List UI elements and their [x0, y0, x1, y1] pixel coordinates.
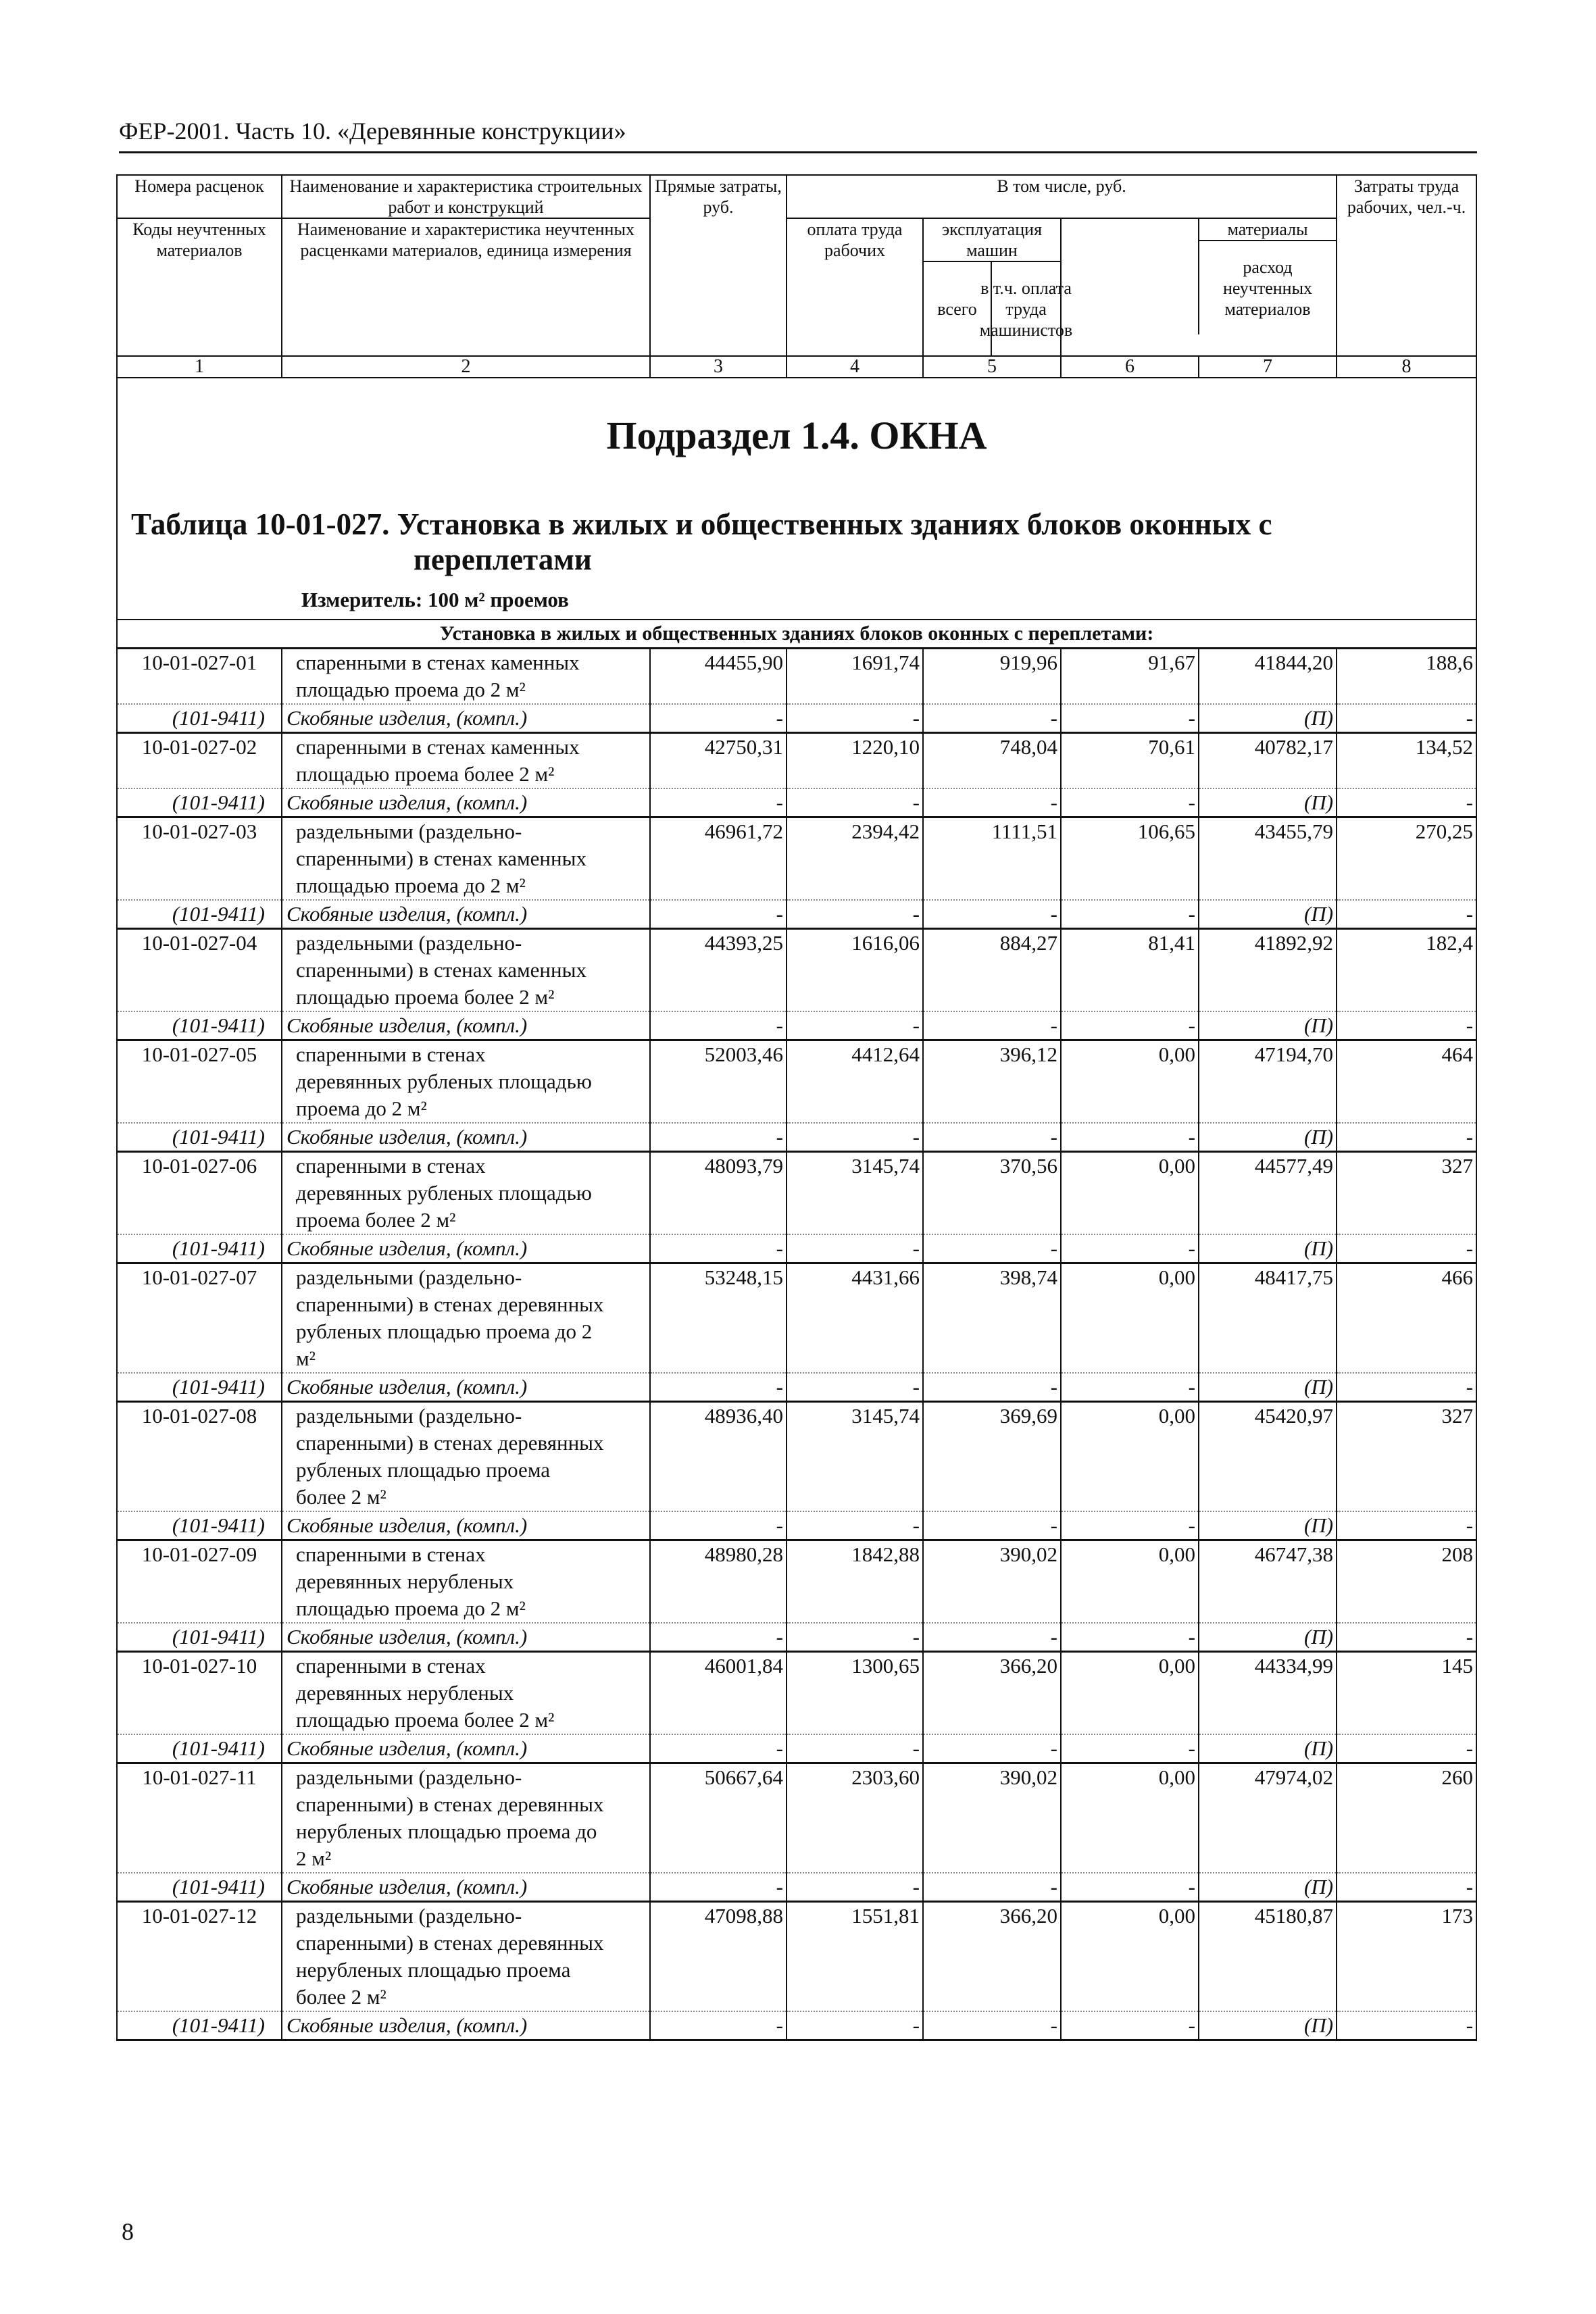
row-labor-hours: 173: [1337, 1902, 1476, 2012]
material-machines: -: [923, 1511, 1061, 1540]
material-operators: -: [1061, 1373, 1199, 1402]
table-row: [117, 1652, 1476, 1735]
row-labor-pay: 1300,65: [787, 1652, 923, 1735]
material-value: (П): [1199, 1511, 1337, 1540]
material-value: (П): [1199, 900, 1337, 929]
material-machines: -: [923, 788, 1061, 818]
material-name: Скобяные изделия, (компл.): [282, 1234, 650, 1263]
row-direct-cost: 52003,46: [650, 1040, 787, 1124]
row-labor-hours: 182,4: [1337, 929, 1476, 1012]
material-operators: -: [1061, 1873, 1199, 1902]
table-title: [131, 507, 1476, 577]
col-name-bottom: Наименование и характеристика неучтенных расценками материалов, единица измерения: [282, 218, 650, 356]
row-code: 10-01-027-06: [117, 1152, 282, 1235]
material-row: [117, 1234, 1476, 1263]
row-labor-hours: 327: [1337, 1152, 1476, 1235]
material-hours: -: [1337, 1734, 1476, 1763]
material-hours: -: [1337, 1234, 1476, 1263]
material-labor: -: [787, 1873, 923, 1902]
row-machines-operators: 0,00: [1061, 1263, 1199, 1374]
row-machines-operators: 0,00: [1061, 1152, 1199, 1235]
row-description-line: спаренными в стенах каменных: [296, 735, 580, 759]
material-direct: -: [650, 1373, 787, 1402]
row-description-line: спаренными) в стенах деревянных: [296, 1292, 604, 1316]
row-description-line: деревянных рубленых площадью: [296, 1181, 592, 1205]
material-value: (П): [1199, 2011, 1337, 2040]
material-direct: -: [650, 1123, 787, 1152]
row-description-line: проема более 2 м²: [296, 1208, 456, 1232]
material-labor: -: [787, 1234, 923, 1263]
row-labor-pay: 3145,74: [787, 1152, 923, 1235]
material-code: (101-9411): [117, 1123, 282, 1152]
row-labor-hours: 134,52: [1337, 733, 1476, 789]
material-name: Скобяные изделия, (компл.): [282, 1011, 650, 1040]
row-description-line: спаренными) в стенах деревянных: [296, 1431, 604, 1455]
col-machines-total: всего: [924, 262, 992, 355]
material-machines: -: [923, 1873, 1061, 1902]
material-row: [117, 1011, 1476, 1040]
material-labor: -: [787, 2011, 923, 2040]
material-direct: -: [650, 1623, 787, 1652]
material-direct: -: [650, 1011, 787, 1040]
row-labor-hours: 327: [1337, 1402, 1476, 1512]
row-description: [282, 1763, 650, 1873]
row-description-line: 2 м²: [296, 1846, 332, 1870]
material-row: [117, 1511, 1476, 1540]
row-description-line: рубленых площадью проема: [296, 1458, 550, 1482]
running-header: ФЕР-2001. Часть 10. «Деревянные конструкции»: [119, 116, 1477, 153]
row-direct-cost: 46001,84: [650, 1652, 787, 1735]
row-machines-total: 370,56: [923, 1152, 1061, 1235]
material-direct: -: [650, 1234, 787, 1263]
row-description-line: деревянных нерубленых: [296, 1681, 514, 1705]
row-description-line: площадью проема до 2 м²: [296, 678, 526, 701]
row-description-line: рубленых площадью проема до 2: [296, 1319, 593, 1343]
table-row: [117, 929, 1476, 1012]
title-cell: [117, 378, 1476, 620]
row-labor-pay: 1551,81: [787, 1902, 923, 2012]
material-operators: -: [1061, 1011, 1199, 1040]
material-labor: -: [787, 1011, 923, 1040]
row-labor-pay: 4431,66: [787, 1263, 923, 1374]
material-labor: -: [787, 1734, 923, 1763]
row-materials: 48417,75: [1199, 1263, 1337, 1374]
row-machines-operators: 0,00: [1061, 1652, 1199, 1735]
row-materials: 40782,17: [1199, 733, 1337, 789]
row-description-line: спаренными) в стенах деревянных: [296, 1931, 604, 1955]
material-name: Скобяные изделия, (компл.): [282, 2011, 650, 2040]
row-machines-total: 390,02: [923, 1763, 1061, 1873]
material-name: Скобяные изделия, (компл.): [282, 704, 650, 733]
material-machines: -: [923, 1123, 1061, 1152]
column-numbers-row: [117, 356, 1476, 378]
row-labor-hours: 260: [1337, 1763, 1476, 1873]
row-description: [282, 649, 650, 705]
column-number: 4: [787, 356, 923, 378]
row-machines-operators: 0,00: [1061, 1902, 1199, 2012]
material-hours: -: [1337, 704, 1476, 733]
table-row: [117, 1402, 1476, 1512]
row-materials: 46747,38: [1199, 1540, 1337, 1624]
material-value: (П): [1199, 1734, 1337, 1763]
row-description-line: площадью проема до 2 м²: [296, 1596, 526, 1620]
row-machines-operators: 0,00: [1061, 1540, 1199, 1624]
row-machines-operators: 70,61: [1061, 733, 1199, 789]
material-hours: -: [1337, 1511, 1476, 1540]
material-name: Скобяные изделия, (компл.): [282, 788, 650, 818]
row-machines-total: 398,74: [923, 1263, 1061, 1374]
table-row: [117, 1902, 1476, 2012]
material-value: (П): [1199, 1123, 1337, 1152]
table-body: [117, 649, 1476, 2040]
row-materials: 45180,87: [1199, 1902, 1337, 2012]
material-operators: -: [1061, 2011, 1199, 2040]
row-materials: 44577,49: [1199, 1152, 1337, 1235]
row-labor-pay: 2303,60: [787, 1763, 923, 1873]
material-name: Скобяные изделия, (компл.): [282, 1123, 650, 1152]
row-materials: 41844,20: [1199, 649, 1337, 705]
col-labor-pay: оплата труда рабочих: [787, 218, 923, 356]
row-direct-cost: 46961,72: [650, 818, 787, 901]
row-description-line: проема до 2 м²: [296, 1097, 427, 1120]
material-direct: -: [650, 1511, 787, 1540]
table-row: [117, 1040, 1476, 1124]
col-code-top: Номера расценок: [117, 175, 282, 218]
row-labor-hours: 145: [1337, 1652, 1476, 1735]
material-code: (101-9411): [117, 1234, 282, 1263]
row-labor-hours: 464: [1337, 1040, 1476, 1124]
row-description-line: спаренными) в стенах деревянных: [296, 1792, 604, 1816]
material-row: [117, 1623, 1476, 1652]
row-description-line: м²: [296, 1347, 316, 1370]
table-row: [117, 649, 1476, 705]
material-labor: -: [787, 900, 923, 929]
material-name: Скобяные изделия, (компл.): [282, 1511, 650, 1540]
row-direct-cost: 47098,88: [650, 1902, 787, 2012]
row-labor-hours: 270,25: [1337, 818, 1476, 901]
material-row: [117, 1373, 1476, 1402]
row-description: [282, 1540, 650, 1624]
material-name: Скобяные изделия, (компл.): [282, 1373, 650, 1402]
row-description-line: спаренными в стенах: [296, 1154, 486, 1178]
material-operators: -: [1061, 1123, 1199, 1152]
col-name-top: Наименование и характеристика строительных работ и конструкций: [282, 175, 650, 218]
material-value: (П): [1199, 1234, 1337, 1263]
material-code: (101-9411): [117, 788, 282, 818]
row-labor-pay: 2394,42: [787, 818, 923, 901]
column-number: 7: [1199, 356, 1337, 378]
row-machines-operators: 0,00: [1061, 1763, 1199, 1873]
row-direct-cost: 48936,40: [650, 1402, 787, 1512]
row-machines-operators: 81,41: [1061, 929, 1199, 1012]
col-machines-group: [923, 218, 1073, 356]
row-labor-pay: 1691,74: [787, 649, 923, 705]
material-name: Скобяные изделия, (компл.): [282, 1623, 650, 1652]
row-direct-cost: 44393,25: [650, 929, 787, 1012]
table-row: [117, 733, 1476, 789]
row-description-line: раздельными (раздельно-: [296, 1904, 522, 1928]
row-description-line: площадью проема более 2 м²: [296, 1708, 555, 1732]
row-code: 10-01-027-12: [117, 1902, 282, 2012]
material-row: [117, 1734, 1476, 1763]
row-labor-hours: 208: [1337, 1540, 1476, 1624]
material-code: (101-9411): [117, 1373, 282, 1402]
row-direct-cost: 42750,31: [650, 733, 787, 789]
row-description-line: более 2 м²: [296, 1985, 386, 2009]
material-row: [117, 1873, 1476, 1902]
row-code: 10-01-027-08: [117, 1402, 282, 1512]
material-hours: -: [1337, 1623, 1476, 1652]
material-direct: -: [650, 2011, 787, 2040]
row-description-line: площадью проема более 2 м²: [296, 762, 555, 786]
row-machines-total: 884,27: [923, 929, 1061, 1012]
row-machines-total: 390,02: [923, 1540, 1061, 1624]
row-materials: 41892,92: [1199, 929, 1337, 1012]
row-description-line: деревянных рубленых площадью: [296, 1070, 592, 1093]
table-row: [117, 1263, 1476, 1374]
row-description-line: раздельными (раздельно-: [296, 1265, 522, 1289]
material-machines: -: [923, 1011, 1061, 1040]
material-row: [117, 2011, 1476, 2040]
table-title-line-2: переплетами: [414, 543, 592, 576]
row-description-line: нерубленых площадью проема до: [296, 1819, 597, 1843]
material-name: Скобяные изделия, (компл.): [282, 900, 650, 929]
row-description-line: площадью проема более 2 м²: [296, 985, 555, 1009]
column-number: 6: [1061, 356, 1199, 378]
material-operators: -: [1061, 1734, 1199, 1763]
material-machines: -: [923, 900, 1061, 929]
row-labor-pay: 3145,74: [787, 1402, 923, 1512]
material-value: (П): [1199, 704, 1337, 733]
row-machines-total: 396,12: [923, 1040, 1061, 1124]
col-materials-group: [1061, 218, 1337, 356]
material-machines: -: [923, 1623, 1061, 1652]
material-code: (101-9411): [117, 704, 282, 733]
material-row: [117, 704, 1476, 733]
row-machines-operators: 106,65: [1061, 818, 1199, 901]
row-direct-cost: 50667,64: [650, 1763, 787, 1873]
row-description-line: раздельными (раздельно-: [296, 820, 522, 843]
material-value: (П): [1199, 1873, 1337, 1902]
material-value: (П): [1199, 1623, 1337, 1652]
material-name: Скобяные изделия, (компл.): [282, 1734, 650, 1763]
row-description-line: спаренными в стенах каменных: [296, 651, 580, 674]
row-code: 10-01-027-05: [117, 1040, 282, 1124]
row-description: [282, 1902, 650, 2012]
material-hours: -: [1337, 2011, 1476, 2040]
material-hours: -: [1337, 1123, 1476, 1152]
row-description-line: площадью проема до 2 м²: [296, 874, 526, 897]
row-code: 10-01-027-01: [117, 649, 282, 705]
row-code: 10-01-027-04: [117, 929, 282, 1012]
column-number: 3: [650, 356, 787, 378]
row-description: [282, 1402, 650, 1512]
row-description-line: раздельными (раздельно-: [296, 931, 522, 955]
material-operators: -: [1061, 1623, 1199, 1652]
row-labor-pay: 1616,06: [787, 929, 923, 1012]
column-number: 1: [117, 356, 282, 378]
row-description-line: раздельными (раздельно-: [296, 1404, 522, 1428]
material-code: (101-9411): [117, 1623, 282, 1652]
row-description: [282, 1263, 650, 1374]
row-labor-hours: 188,6: [1337, 649, 1476, 705]
table-row: [117, 1540, 1476, 1624]
row-description-line: более 2 м²: [296, 1485, 386, 1509]
price-table: [116, 174, 1477, 2041]
col-code-bottom: Коды неучтенных материалов: [117, 218, 282, 356]
row-description: [282, 1152, 650, 1235]
row-description: [282, 818, 650, 901]
material-direct: -: [650, 704, 787, 733]
column-number: 2: [282, 356, 650, 378]
material-value: (П): [1199, 788, 1337, 818]
material-operators: -: [1061, 788, 1199, 818]
row-code: 10-01-027-07: [117, 1263, 282, 1374]
material-operators: -: [1061, 1234, 1199, 1263]
material-value: (П): [1199, 1373, 1337, 1402]
material-code: (101-9411): [117, 1873, 282, 1902]
row-description-line: раздельными (раздельно-: [296, 1765, 522, 1789]
row-machines-total: 369,69: [923, 1402, 1061, 1512]
material-code: (101-9411): [117, 1011, 282, 1040]
row-materials: 45420,97: [1199, 1402, 1337, 1512]
material-code: (101-9411): [117, 900, 282, 929]
row-machines-operators: 0,00: [1061, 1402, 1199, 1512]
material-hours: -: [1337, 900, 1476, 929]
row-description-line: спаренными в стенах: [296, 1042, 486, 1066]
col-materials-unaccounted: расход неучтенных материалов: [1198, 241, 1336, 334]
material-direct: -: [650, 900, 787, 929]
material-direct: -: [650, 788, 787, 818]
row-machines-operators: 91,67: [1061, 649, 1199, 705]
row-labor-pay: 4412,64: [787, 1040, 923, 1124]
material-direct: -: [650, 1873, 787, 1902]
material-machines: -: [923, 1234, 1061, 1263]
table-row: [117, 818, 1476, 901]
row-direct-cost: 48093,79: [650, 1152, 787, 1235]
material-operators: -: [1061, 1511, 1199, 1540]
material-code: (101-9411): [117, 1511, 282, 1540]
row-description-line: деревянных нерубленых: [296, 1569, 514, 1593]
row-labor-hours: 466: [1337, 1263, 1476, 1374]
row-direct-cost: 53248,15: [650, 1263, 787, 1374]
material-row: [117, 788, 1476, 818]
material-hours: -: [1337, 1873, 1476, 1902]
material-row: [117, 900, 1476, 929]
row-description: [282, 1652, 650, 1735]
page-number: 8: [122, 2218, 134, 2245]
material-labor: -: [787, 704, 923, 733]
material-machines: -: [923, 704, 1061, 733]
row-labor-pay: 1842,88: [787, 1540, 923, 1624]
material-code: (101-9411): [117, 2011, 282, 2040]
row-code: 10-01-027-09: [117, 1540, 282, 1624]
material-hours: -: [1337, 1011, 1476, 1040]
material-value: (П): [1199, 1011, 1337, 1040]
row-description-line: спаренными) в стенах каменных: [296, 958, 587, 982]
material-name: Скобяные изделия, (компл.): [282, 1873, 650, 1902]
material-hours: -: [1337, 1373, 1476, 1402]
row-description: [282, 929, 650, 1012]
row-description-line: спаренными в стенах: [296, 1542, 486, 1566]
row-code: 10-01-027-11: [117, 1763, 282, 1873]
row-direct-cost: 44455,90: [650, 649, 787, 705]
material-operators: -: [1061, 704, 1199, 733]
material-direct: -: [650, 1734, 787, 1763]
material-machines: -: [923, 2011, 1061, 2040]
row-materials: 47194,70: [1199, 1040, 1337, 1124]
table-row: [117, 1152, 1476, 1235]
material-hours: -: [1337, 788, 1476, 818]
col-machines-operators: в т.ч. оплата труда машинистов: [979, 278, 1073, 340]
row-direct-cost: 48980,28: [650, 1540, 787, 1624]
row-code: 10-01-027-03: [117, 818, 282, 901]
section-title: Установка в жилых и общественных зданиях блоков оконных с переплетами:: [117, 620, 1476, 649]
row-description: [282, 1040, 650, 1124]
material-row: [117, 1123, 1476, 1152]
material-labor: -: [787, 1373, 923, 1402]
material-operators: -: [1061, 900, 1199, 929]
subsection-title: Подраздел 1.4. ОКНА: [606, 413, 987, 457]
column-number: 8: [1337, 356, 1476, 378]
material-machines: -: [923, 1734, 1061, 1763]
material-labor: -: [787, 1511, 923, 1540]
material-labor: -: [787, 1623, 923, 1652]
row-machines-total: 366,20: [923, 1652, 1061, 1735]
table-row: [117, 1763, 1476, 1873]
col-labor-cost: Затраты труда рабочих, чел.-ч.: [1337, 175, 1476, 356]
row-materials: 47974,02: [1199, 1763, 1337, 1873]
measure-unit: Измеритель: 100 м² проемов: [301, 588, 569, 611]
col-materials: материалы: [1198, 219, 1336, 241]
row-machines-operators: 0,00: [1061, 1040, 1199, 1124]
col-including: В том числе, руб.: [787, 175, 1337, 218]
material-labor: -: [787, 1123, 923, 1152]
row-description-line: нерубленых площадью проема: [296, 1958, 571, 1982]
row-machines-total: 919,96: [923, 649, 1061, 705]
row-description-line: спаренными) в стенах каменных: [296, 847, 587, 870]
col-machines: эксплуатация машин: [924, 219, 1060, 262]
row-machines-total: 748,04: [923, 733, 1061, 789]
row-code: 10-01-027-02: [117, 733, 282, 789]
material-machines: -: [923, 1373, 1061, 1402]
table-title-line-1: Таблица 10-01-027. Установка в жилых и общественных зданиях блоков оконных с: [131, 507, 1272, 541]
row-labor-pay: 1220,10: [787, 733, 923, 789]
column-number: 5: [923, 356, 1061, 378]
material-code: (101-9411): [117, 1734, 282, 1763]
row-materials: 43455,79: [1199, 818, 1337, 901]
row-materials: 44334,99: [1199, 1652, 1337, 1735]
row-description: [282, 733, 650, 789]
row-description-line: спаренными в стенах: [296, 1654, 486, 1678]
col-direct: Прямые затраты, руб.: [650, 175, 787, 356]
row-machines-total: 1111,51: [923, 818, 1061, 901]
row-machines-total: 366,20: [923, 1902, 1061, 2012]
material-labor: -: [787, 788, 923, 818]
row-code: 10-01-027-10: [117, 1652, 282, 1735]
